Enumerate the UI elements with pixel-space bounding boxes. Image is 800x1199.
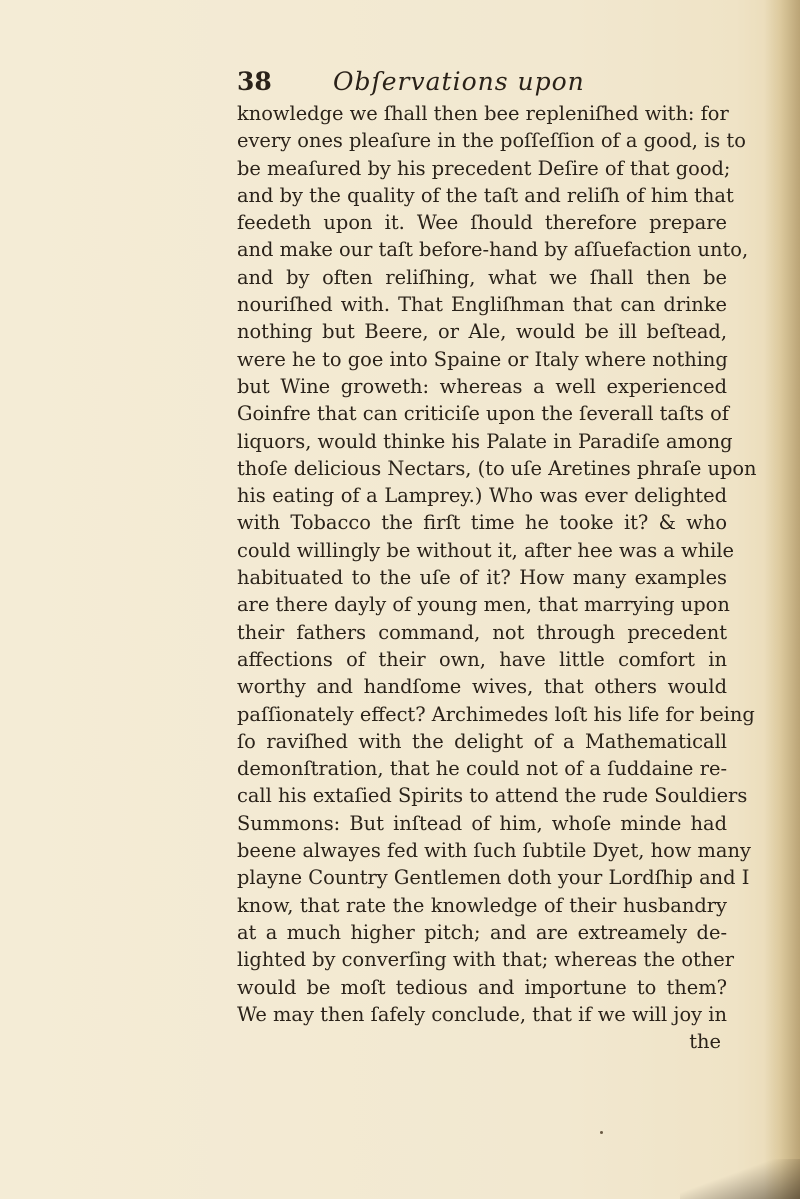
text-line: playne Country Gentlemen doth your Lordſhip and I bbox=[237, 866, 750, 890]
text-line: and make our taſt before-hand by aſſuefaction unto, bbox=[237, 238, 749, 262]
text-line: demonſtration, that he could not of a ſuddaine re- bbox=[237, 757, 727, 781]
text-line: knowledge we ſhall then bee repleniſhed with: for bbox=[237, 102, 729, 125]
text-line: ſo raviſhed with the delight of a Mathematicall bbox=[237, 729, 727, 753]
text-line: We may then ſafely conclude, that if we will joy in bbox=[237, 1002, 727, 1026]
text-line: be meaſured by his precedent Deſire of that good; bbox=[237, 156, 731, 180]
catchword: the bbox=[689, 1030, 721, 1054]
text-line: habituated to the uſe of it? How many examples bbox=[237, 566, 727, 590]
text-line: and by often reliſhing, what we ſhall then be bbox=[237, 265, 727, 289]
text-line: beene alwayes fed with ſuch ſubtile Dyet, how many bbox=[237, 839, 751, 863]
text-line: are there dayly of young men, that marrying upon bbox=[237, 593, 730, 617]
text-line: could willingly be without it, after hee was a while bbox=[237, 538, 734, 562]
body-text bbox=[237, 100, 757, 1055]
text-line: with Tobacco the firſt time he tooke it? & who bbox=[237, 511, 727, 535]
running-title: Obſervations upon bbox=[333, 67, 585, 96]
text-line: know, that rate the knowledge of their husbandry bbox=[237, 893, 727, 917]
text-line: thoſe delicious Nectars, (to uſe Aretines phraſe upon bbox=[237, 456, 757, 480]
text-line: liquors, would thinke his Palate in Paradiſe among bbox=[237, 429, 733, 453]
text-line: their fathers command, not through precedent bbox=[237, 620, 727, 644]
text-line: worthy and handſome wives, that others would bbox=[237, 675, 727, 699]
text-line: feedeth upon it. Wee ſhould therefore prepare bbox=[237, 211, 727, 235]
page-edge-shadow bbox=[764, 0, 800, 1199]
text-line: Goinfre that can criticiſe upon the ſeverall taſts of bbox=[237, 402, 729, 426]
text-line: were he to goe into Spaine or Italy where nothing bbox=[237, 347, 728, 371]
text-line: but Wine groweth: whereas a well experienced bbox=[237, 374, 727, 398]
text-line: call his extaſied Spirits to attend the rude Souldiers bbox=[237, 784, 748, 808]
page-number: 38 bbox=[237, 67, 272, 96]
text-line: at a much higher pitch; and are extreamely de- bbox=[237, 920, 727, 944]
text-line: paſſionately effect? Archimedes loſt his life for being bbox=[237, 702, 755, 726]
text-line: his eating of a Lamprey.) Who was ever delighted bbox=[237, 484, 727, 508]
text-line: nouriſhed with. That Engliſhman that can drinke bbox=[237, 293, 727, 317]
text-line: lighted by converſing with that; whereas the other bbox=[237, 948, 735, 972]
text-line: every ones pleaſure in the poſſeſſion of a good, is to bbox=[237, 129, 746, 153]
text-line: would be moſt tedious and importune to them? bbox=[237, 975, 727, 999]
page-header bbox=[237, 66, 717, 98]
text-line: Summons: But inſtead of him, whoſe minde had bbox=[237, 811, 727, 835]
text-line: nothing but Beere, or Ale, would be ill beſtead, bbox=[237, 320, 727, 344]
ink-speck bbox=[600, 1131, 603, 1134]
catchword-line bbox=[237, 1028, 727, 1055]
text-line: affections of their own, have little comfort in bbox=[237, 647, 727, 671]
page-corner-smudge bbox=[680, 1159, 800, 1199]
text-line: and by the quality of the taſt and reliſh of him that bbox=[237, 183, 734, 207]
